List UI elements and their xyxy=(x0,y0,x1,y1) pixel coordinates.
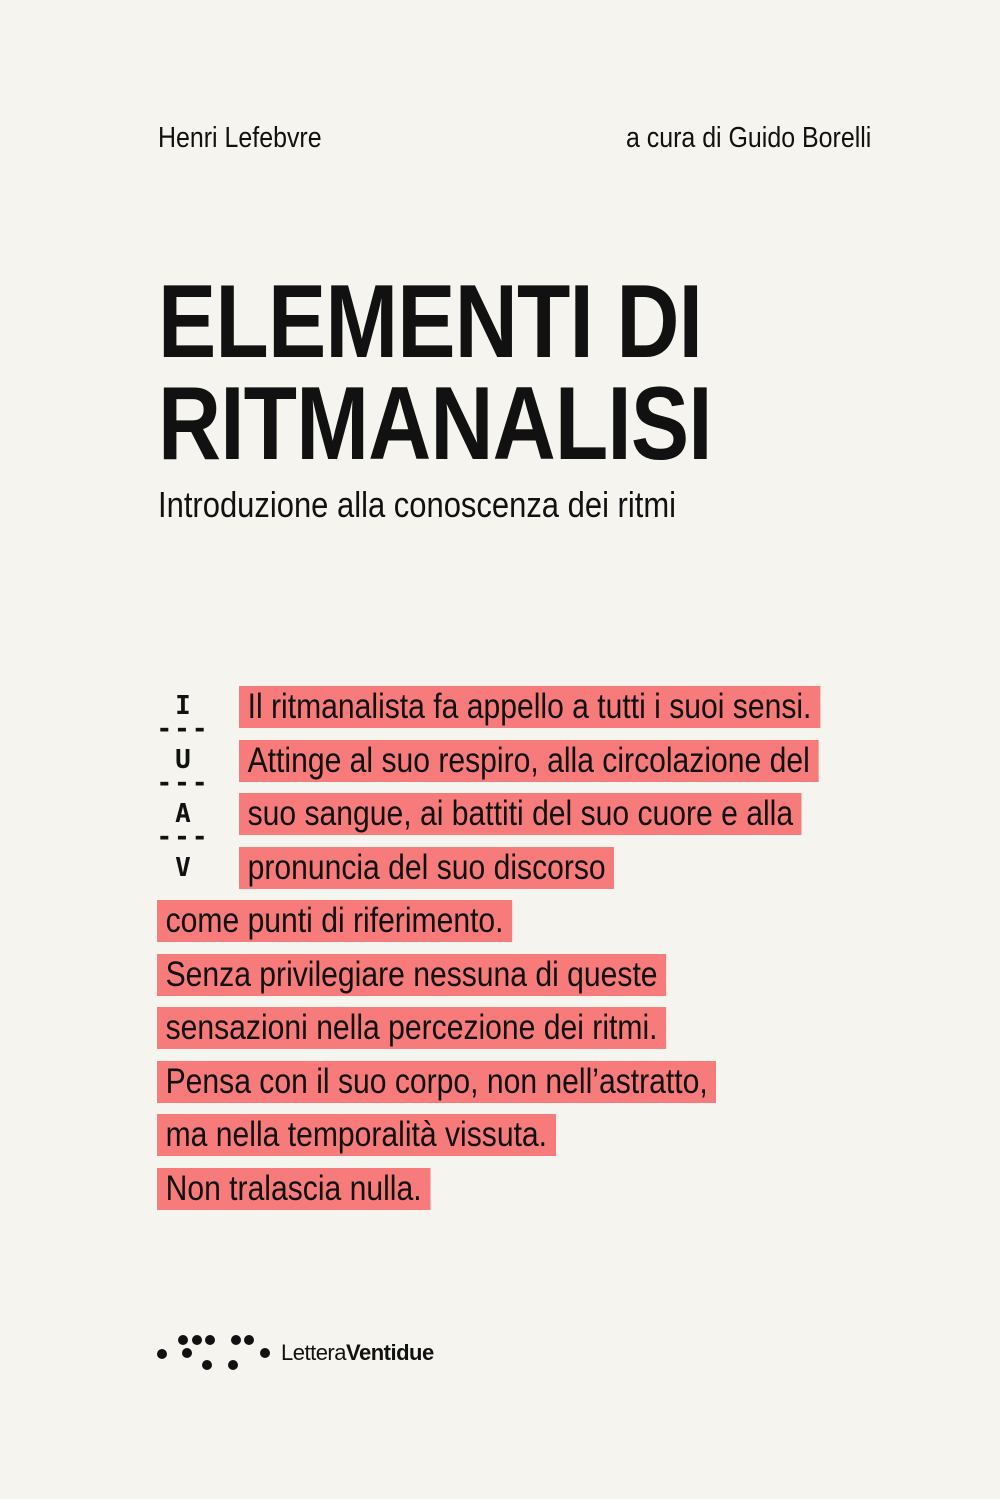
quote-line: Senza privilegiare nessuna di queste xyxy=(157,954,749,996)
book-title-line-1: ELEMENTI DI xyxy=(158,264,703,380)
iuav-letter: U xyxy=(175,745,191,775)
editor-credit: a cura di Guido Borelli xyxy=(625,122,871,154)
quote-line: sensazioni nella percezione dei ritmi. xyxy=(157,1007,749,1049)
quote-line: pronuncia del suo discorso xyxy=(239,847,675,889)
quote-line: Pensa con il suo corpo, non nell’astratto, xyxy=(157,1061,807,1103)
quote-line: come punti di riferimento. xyxy=(157,900,570,942)
iuav-divider: --- xyxy=(156,714,210,744)
iuav-letter: A xyxy=(175,799,191,829)
iuav-letter: V xyxy=(175,853,191,883)
quote-line: Il ritmanalista fa appello a tutti i suoi sensi. xyxy=(239,686,915,728)
book-title-line-2: RITMANALISI xyxy=(158,366,712,482)
quote-line: Attinge al suo respiro, alla circolazione del xyxy=(239,740,913,782)
quote-line: Non tralascia nulla. xyxy=(157,1168,475,1210)
iuav-divider: --- xyxy=(156,768,210,798)
iuav-letter: I xyxy=(175,691,191,721)
iuav-logo xyxy=(156,690,210,884)
quote-line: ma nella temporalità vissuta. xyxy=(157,1114,621,1156)
publisher-name: LetteraVentidue xyxy=(281,1340,434,1365)
iuav-divider: --- xyxy=(156,822,210,852)
author-name: Henri Lefebvre xyxy=(158,122,322,154)
quote-line: suo sangue, ai battiti del suo cuore e alla xyxy=(239,793,893,835)
book-subtitle: Introduzione alla conoscenza dei ritmi xyxy=(158,484,677,525)
